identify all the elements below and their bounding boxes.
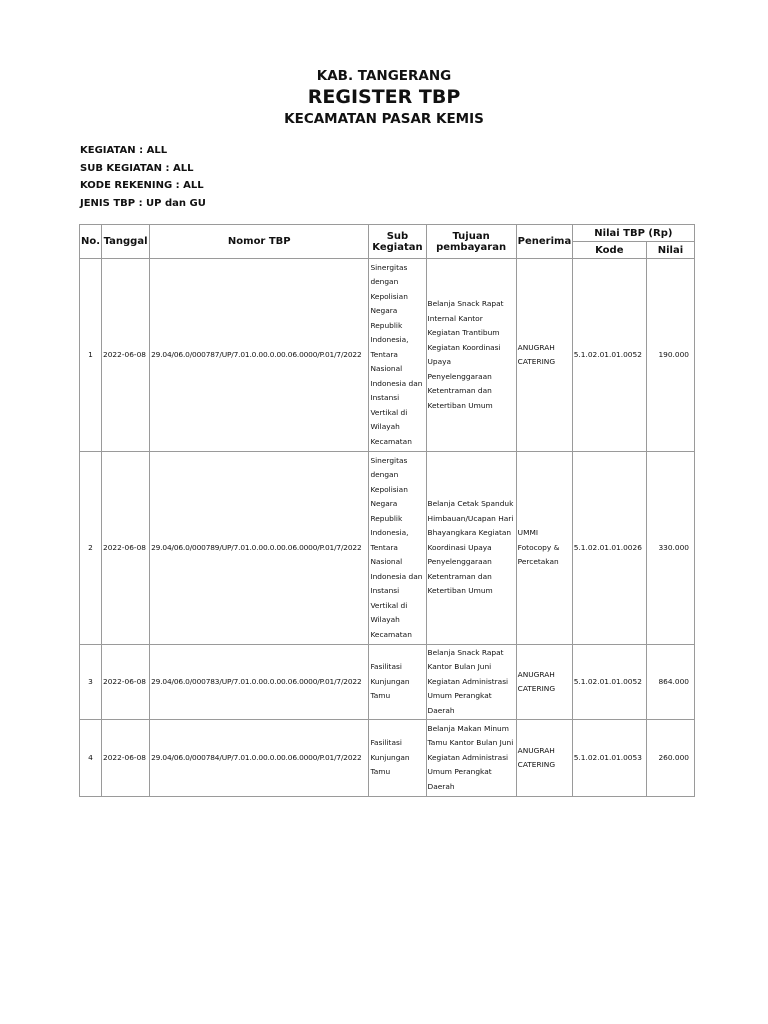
table-header-row: [80, 225, 695, 242]
row-nilai: 864.000: [646, 645, 694, 720]
table-row: [80, 645, 695, 720]
col-header-penerima: Penerima: [516, 225, 572, 259]
row-nomor-tbp: 29.04/06.0/000784/UP/7.01.0.00.0.00.06.0000/P.01/7/2022: [150, 720, 369, 797]
row-tanggal: 2022-06-08: [102, 645, 150, 720]
filter-sub-kegiatan: SUB KEGIATAN : ALL: [80, 162, 194, 174]
col-header-nomor-tbp: Nomor TBP: [150, 225, 369, 259]
row-kode: 5.1.02.01.01.0026: [572, 452, 646, 645]
row-nilai: 190.000: [646, 259, 694, 452]
row-penerima: ANUGRAH CATERING: [516, 645, 572, 720]
row-tanggal: 2022-06-08: [102, 452, 150, 645]
row-no: 4: [80, 720, 102, 797]
table-row: [80, 259, 695, 452]
row-nomor-tbp: 29.04/06.0/000783/UP/7.01.0.00.0.00.06.0000/P.01/7/2022: [150, 645, 369, 720]
col-header-tanggal: Tanggal: [102, 225, 150, 259]
row-nomor-tbp: 29.04/06.0/000787/UP/7.01.0.00.0.00.06.0000/P.01/7/2022: [150, 259, 369, 452]
col-header-nilai-tbp: Nilai TBP (Rp): [572, 225, 694, 242]
row-nilai: 260.000: [646, 720, 694, 797]
row-kode: 5.1.02.01.01.0053: [572, 720, 646, 797]
filter-block: [80, 142, 206, 212]
row-tujuan: Belanja Makan Minum Tamu Kantor Bulan Juni Kegiatan Administrasi Umum Perangkat Daerah: [426, 720, 516, 797]
filter-kegiatan: KEGIATAN : ALL: [80, 145, 168, 156]
table-row: [80, 720, 695, 797]
kecamatan-heading: KECAMATAN PASAR KEMIS: [284, 111, 484, 127]
kabupaten-heading: KAB. TANGERANG: [316, 68, 452, 84]
col-header-tujuan: Tujuan pembayaran: [426, 225, 516, 259]
filter-kode-rekening: KODE REKENING : ALL: [80, 180, 204, 191]
row-nomor-tbp: 29.04/06.0/000789/UP/7.01.0.00.0.00.06.0000/P.01/7/2022: [150, 452, 369, 645]
row-tanggal: 2022-06-08: [102, 720, 150, 797]
filter-jenis-tbp: JENIS TBP : UP dan GU: [80, 197, 206, 209]
col-header-no: No.: [80, 225, 102, 259]
row-tanggal: 2022-06-08: [102, 259, 150, 452]
row-no: 1: [80, 259, 102, 452]
row-kode: 5.1.02.01.01.0052: [572, 259, 646, 452]
row-kode: 5.1.02.01.01.0052: [572, 645, 646, 720]
col-header-nilai: Nilai: [646, 242, 694, 259]
row-no: 3: [80, 645, 102, 720]
col-header-sub-kegiatan: Sub Kegiatan: [369, 225, 426, 259]
row-penerima: UMMI Fotocopy & Percetakan: [516, 452, 572, 645]
row-tujuan: Belanja Cetak Spanduk Himbauan/Ucapan Hari Bhayangkara Kegiatan Koordinasi Upaya Penyelenggaraan Ketentraman dan Ketertiban Umum: [426, 452, 516, 645]
row-no: 2: [80, 452, 102, 645]
register-table: [79, 224, 695, 797]
table-row: [80, 452, 695, 645]
row-penerima: ANUGRAH CATERING: [516, 259, 572, 452]
row-penerima: ANUGRAH CATERING: [516, 720, 572, 797]
row-sub-kegiatan: Sinergitas dengan Kepolisian Negara Republik Indonesia, Tentara Nasional Indonesia dan Instansi Vertikal di Wilayah Kecamatan: [369, 259, 426, 452]
row-tujuan: Belanja Snack Rapat Kantor Bulan Juni Kegiatan Administrasi Umum Perangkat Daerah: [426, 645, 516, 720]
row-sub-kegiatan: Fasilitasi Kunjungan Tamu: [369, 720, 426, 797]
row-sub-kegiatan: Sinergitas dengan Kepolisian Negara Republik Indonesia, Tentara Nasional Indonesia dan Instansi Vertikal di Wilayah Kecamatan: [369, 452, 426, 645]
col-header-kode: Kode: [572, 242, 646, 259]
report-title: REGISTER TBP: [307, 86, 461, 108]
row-tujuan: Belanja Snack Rapat Internal Kantor Kegiatan Trantibum Kegiatan Koordinasi Upaya Penyelenggaraan Ketentraman dan Ketertiban Umum: [426, 259, 516, 452]
row-sub-kegiatan: Fasilitasi Kunjungan Tamu: [369, 645, 426, 720]
row-nilai: 330.000: [646, 452, 694, 645]
